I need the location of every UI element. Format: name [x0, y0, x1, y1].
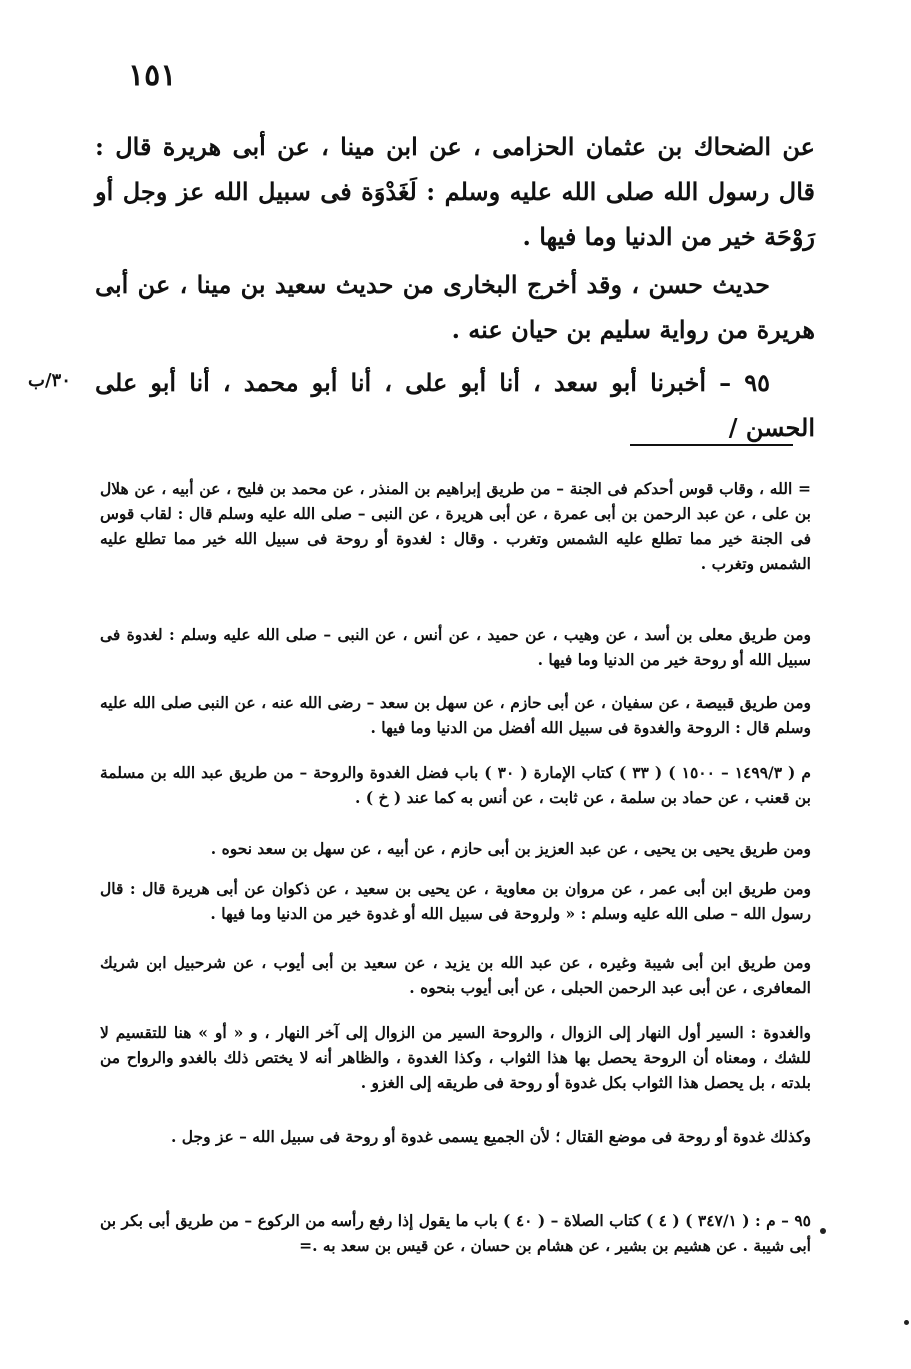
footnote-5 [100, 836, 811, 861]
footnote-3 [100, 690, 811, 740]
main-text-2: حديث حسن ، وقد أخرج البخارى من حديث سعيد بن مينا ، عن أبى هريرة من رواية سليم بن حيان عنه . [95, 270, 815, 344]
main-paragraph-1 [95, 124, 815, 259]
footnote-text-4: م ( ١٤٩٩/٣ – ١٥٠٠ ) ( ٣٣ ) كتاب الإمارة ( ٣٠ ) باب فضل الغدوة والروحة – من طريق عبد الله بن مسلمة بن قعنب ، عن حماد بن سلمة ، عن ثابت ، عن أنس به كما عند ( خ ) . [100, 763, 812, 807]
footnote-6 [100, 876, 811, 926]
edge-dot [904, 1320, 909, 1325]
footnote-text-5: ومن طريق يحيى بن يحيى ، عن عبد العزيز بن أبى حازم ، عن أبيه ، عن سهل بن سعد نحوه . [210, 839, 811, 858]
footnote-text-8: والغدوة : السير أول النهار إلى الزوال ، والروحة السير من الزوال إلى آخر النهار ، و « أو » هنا للتقسيم لا للشك ، ومعناه أن الروحة يحصل بها هذا الثواب ، وكذا الغدوة ، والظاهر أنه لا يختص ذلك بالغدو والرواح من بلدته ، بل يحصل هذا الثواب بكل غدوة أو روحة فى طريقه إلى الغزو . [100, 1023, 811, 1092]
footnote-2 [100, 622, 811, 672]
margin-dot [820, 1228, 826, 1234]
footnote-8 [100, 1020, 811, 1095]
main-paragraph-3 [95, 360, 815, 450]
footnote-9 [100, 1124, 811, 1149]
footnote-text-3: ومن طريق قبيصة ، عن سفيان ، عن أبى حازم ، عن سهل بن سعد – رضى الله عنه ، عن النبى صلى الله عليه وسلم قال : الروحة والغدوة فى سبيل الله أفضل من الدنيا وما فيها . [100, 693, 811, 737]
footnote-text-7: ومن طريق ابن أبى شيبة وغيره ، عن عبد الله بن يزيد ، عن سعيد بن أبى أيوب ، عن شرحبيل ابن شريك المعافرى ، عن أبى عبد الرحمن الحبلى ، عن أبى أيوب بنحوه . [100, 953, 811, 997]
footnote-text-1: = الله ، وقاب قوس أحدكم فى الجنة – من طريق إبراهيم بن المنذر ، عن محمد بن فليح ، عن أبيه ، عن هلال بن على ، عن عبد الرحمن بن أبى عمرة ، عن أبى هريرة ، عن النبى – صلى الله عليه وسلم قال : لقاب قوس فى الجنة خير مما تطلع عليه الشمس وتغرب . وقال : لغدوة أو روحة فى سبيل الله خير مما تطلع عليه الشمس وتغرب . [100, 479, 811, 573]
main-text-1: عن الضحاك بن عثمان الحزامى ، عن ابن مينا ، عن أبى هريرة قال : قال رسول الله صلى الله عليه وسلم : لَغَدْوَة فى سبيل الله عز وجل أو رَوْحَة خير من الدنيا وما فيها . [95, 132, 816, 251]
margin-folio-note: ٣٠/ب [28, 370, 71, 391]
main-text-3: ٩٥ – أخبرنا أبو سعد ، أنا أبو على ، أنا أبو محمد ، أنا أبو على الحسن / [95, 368, 815, 442]
page-number: ١٥١ [128, 58, 177, 93]
footnote-4 [100, 760, 811, 810]
footnote-text-6: ومن طريق ابن أبى عمر ، عن مروان بن معاوية ، عن يحيى بن سعيد ، عن ذكوان عن أبى هريرة قال : قال رسول الله – صلى الله عليه وسلم : « ولروحة فى سبيل الله أو غدوة خير من الدنيا وما فيها . [100, 879, 811, 923]
footnote-divider [630, 444, 793, 446]
footnote-1 [100, 476, 811, 576]
main-paragraph-2 [95, 262, 815, 352]
footnote-text-2: ومن طريق معلى بن أسد ، عن وهيب ، عن حميد ، عن أنس ، عن النبى – صلى الله عليه وسلم : لغدوة فى سبيل الله أو روحة خير من الدنيا وما فيها . [100, 625, 811, 669]
footnote-7 [100, 950, 811, 1000]
footnote-text-10: ٩٥ – م : ( ٣٤٧/١ ) ( ٤ ) كتاب الصلاة – ( ٤٠ ) باب ما يقول إذا رفع رأسه من الركوع – من طريق أبى بكر بن أبى شيبة . عن هشيم بن بشير ، عن هشام بن حسان ، عن قيس بن سعد به .= [100, 1211, 811, 1255]
footnote-10 [100, 1208, 811, 1258]
footnote-text-9: وكذلك غدوة أو روحة فى موضع القتال ؛ لأن الجميع يسمى غدوة أو روحة فى سبيل الله – عز وجل . [170, 1127, 811, 1146]
